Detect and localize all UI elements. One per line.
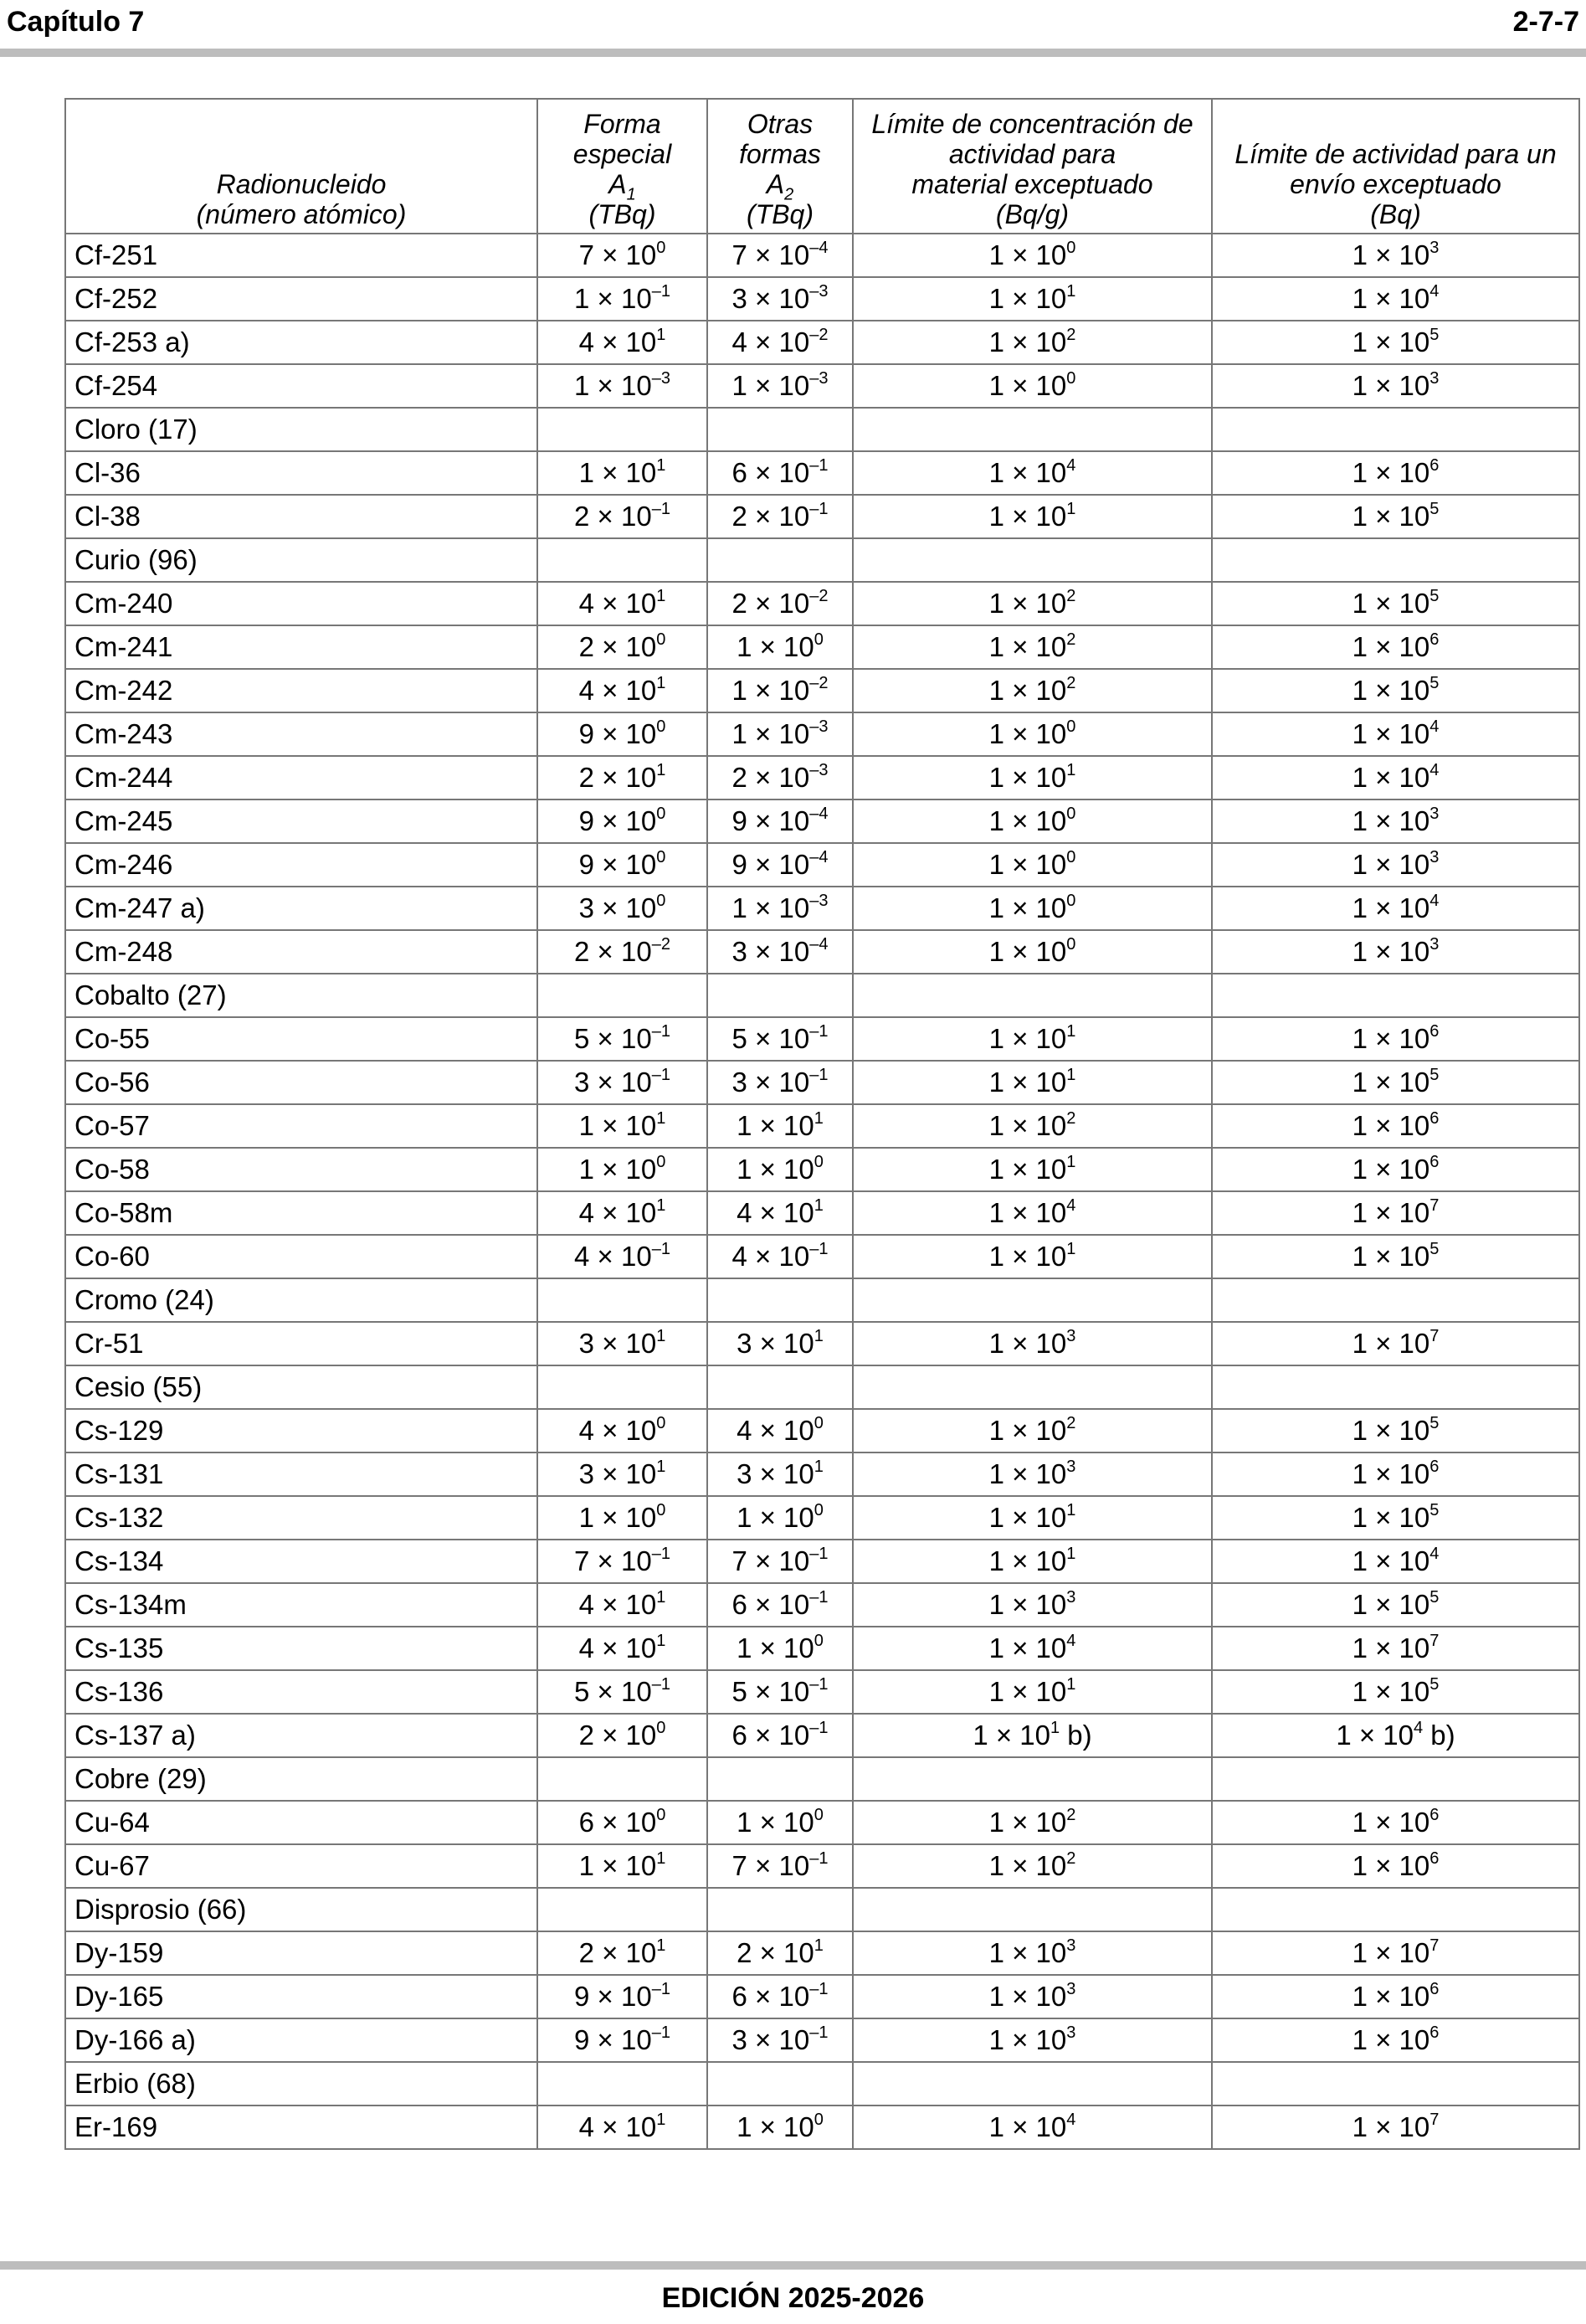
nuclide-name: Cf-251 bbox=[65, 234, 537, 277]
concentration-limit-value: $1 \times 10^4$ bbox=[853, 1627, 1212, 1670]
consignment-limit-value: $1 \times 10^7$ bbox=[1212, 2105, 1579, 2149]
concentration-limit-value: $1 \times 10^1$ bbox=[853, 1540, 1212, 1583]
a2-value: $1 \times 10^1$ bbox=[707, 1104, 853, 1148]
concentration-limit-value: $1 \times 10^0$ bbox=[853, 843, 1212, 887]
consignment-limit-value: $1 \times 10^3$ bbox=[1212, 800, 1579, 843]
a2-value bbox=[707, 408, 853, 451]
nuclide-name: Cf-252 bbox=[65, 277, 537, 321]
consignment-limit-value: $1 \times 10^3$ bbox=[1212, 843, 1579, 887]
element-name: Curio (96) bbox=[65, 538, 537, 582]
a2-value: $7 \times 10^{-1}$ bbox=[707, 1844, 853, 1888]
a1-value: $9 \times 10^0$ bbox=[537, 800, 707, 843]
concentration-limit-value bbox=[853, 974, 1212, 1017]
a1-value: $2 \times 10^1$ bbox=[537, 756, 707, 800]
radionuclide-table bbox=[64, 98, 1580, 2150]
element-name: Cloro (17) bbox=[65, 408, 537, 451]
a2-value: $2 \times 10^{-1}$ bbox=[707, 495, 853, 538]
edition-footer: EDICIÓN 2025-2026 bbox=[661, 2282, 925, 2314]
element-name: Cobre (29) bbox=[65, 1757, 537, 1801]
consignment-limit-value: $1 \times 10^7$ bbox=[1212, 1191, 1579, 1235]
nuclide-name: Cm-247 a) bbox=[65, 887, 537, 930]
table-row bbox=[65, 669, 1579, 712]
a2-value: $9 \times 10^{-4}$ bbox=[707, 800, 853, 843]
consignment-limit-value: $1 \times 10^7$ bbox=[1212, 1627, 1579, 1670]
a1-value: $1 \times 10^0$ bbox=[537, 1496, 707, 1540]
header-nuclide: Radionucleido (número atómico) bbox=[65, 99, 537, 234]
a1-value: $3 \times 10^0$ bbox=[537, 887, 707, 930]
nuclide-name: Cm-246 bbox=[65, 843, 537, 887]
table-row bbox=[65, 1148, 1579, 1191]
consignment-limit-value bbox=[1212, 2062, 1579, 2105]
element-group-row bbox=[65, 1365, 1579, 1409]
table-row bbox=[65, 1104, 1579, 1148]
a1-value bbox=[537, 538, 707, 582]
a1-value: $9 \times 10^{-1}$ bbox=[537, 1975, 707, 2018]
nuclide-name: Dy-159 bbox=[65, 1931, 537, 1975]
consignment-limit-value: $1 \times 10^5$ bbox=[1212, 582, 1579, 625]
consignment-limit-value: $1 \times 10^4$ b) bbox=[1212, 1714, 1579, 1757]
a1-value bbox=[537, 974, 707, 1017]
consignment-limit-value: $1 \times 10^5$ bbox=[1212, 495, 1579, 538]
a1-value: $3 \times 10^{-1}$ bbox=[537, 1061, 707, 1104]
concentration-limit-value: $1 \times 10^4$ bbox=[853, 2105, 1212, 2149]
table-row bbox=[65, 1409, 1579, 1452]
table-row bbox=[65, 1322, 1579, 1365]
a2-value bbox=[707, 1278, 853, 1322]
consignment-limit-value: $1 \times 10^6$ bbox=[1212, 451, 1579, 495]
table-row bbox=[65, 321, 1579, 364]
consignment-limit-value: $1 \times 10^3$ bbox=[1212, 364, 1579, 408]
consignment-limit-value: $1 \times 10^4$ bbox=[1212, 756, 1579, 800]
consignment-limit-value bbox=[1212, 1278, 1579, 1322]
a2-value: $5 \times 10^{-1}$ bbox=[707, 1017, 853, 1061]
a1-value bbox=[537, 1757, 707, 1801]
table-row bbox=[65, 1452, 1579, 1496]
table-row bbox=[65, 1801, 1579, 1844]
table-header-row bbox=[65, 99, 1579, 234]
concentration-limit-value: $1 \times 10^3$ bbox=[853, 2018, 1212, 2062]
element-group-row bbox=[65, 2062, 1579, 2105]
page-header bbox=[7, 0, 1579, 44]
concentration-limit-value bbox=[853, 408, 1212, 451]
a2-value: $4 \times 10^1$ bbox=[707, 1191, 853, 1235]
concentration-limit-value: $1 \times 10^2$ bbox=[853, 625, 1212, 669]
consignment-limit-value: $1 \times 10^4$ bbox=[1212, 887, 1579, 930]
table-row bbox=[65, 1844, 1579, 1888]
a1-value: $2 \times 10^0$ bbox=[537, 625, 707, 669]
a1-value: $5 \times 10^{-1}$ bbox=[537, 1670, 707, 1714]
table-row bbox=[65, 277, 1579, 321]
concentration-limit-value: $1 \times 10^1$ bbox=[853, 277, 1212, 321]
consignment-limit-value: $1 \times 10^3$ bbox=[1212, 930, 1579, 974]
nuclide-name: Cs-135 bbox=[65, 1627, 537, 1670]
a1-value: $7 \times 10^0$ bbox=[537, 234, 707, 277]
table-row bbox=[65, 582, 1579, 625]
concentration-limit-value bbox=[853, 2062, 1212, 2105]
concentration-limit-value: $1 \times 10^2$ bbox=[853, 582, 1212, 625]
table-row bbox=[65, 1670, 1579, 1714]
element-name: Cobalto (27) bbox=[65, 974, 537, 1017]
a2-value: $1 \times 10^{-2}$ bbox=[707, 669, 853, 712]
table-row bbox=[65, 1931, 1579, 1975]
a1-value: $2 \times 10^{-1}$ bbox=[537, 495, 707, 538]
a1-value: $4 \times 10^1$ bbox=[537, 321, 707, 364]
consignment-limit-value: $1 \times 10^6$ bbox=[1212, 1148, 1579, 1191]
nuclide-name: Er-169 bbox=[65, 2105, 537, 2149]
a2-value: $9 \times 10^{-4}$ bbox=[707, 843, 853, 887]
concentration-limit-value: $1 \times 10^0$ bbox=[853, 800, 1212, 843]
consignment-limit-value: $1 \times 10^4$ bbox=[1212, 712, 1579, 756]
a2-value bbox=[707, 538, 853, 582]
consignment-limit-value: $1 \times 10^3$ bbox=[1212, 234, 1579, 277]
a2-value: $2 \times 10^{-2}$ bbox=[707, 582, 853, 625]
nuclide-name: Cs-134m bbox=[65, 1583, 537, 1627]
concentration-limit-value bbox=[853, 1888, 1212, 1931]
consignment-limit-value bbox=[1212, 538, 1579, 582]
a1-value: $2 \times 10^1$ bbox=[537, 1931, 707, 1975]
a2-value: $1 \times 10^0$ bbox=[707, 1627, 853, 1670]
concentration-limit-value: $1 \times 10^1$ bbox=[853, 495, 1212, 538]
a1-value bbox=[537, 1278, 707, 1322]
table-row bbox=[65, 1714, 1579, 1757]
table-row bbox=[65, 1061, 1579, 1104]
nuclide-name: Cl-38 bbox=[65, 495, 537, 538]
a2-value: $1 \times 10^0$ bbox=[707, 1496, 853, 1540]
nuclide-name: Cf-253 a) bbox=[65, 321, 537, 364]
table-row bbox=[65, 2018, 1579, 2062]
a2-value: $3 \times 10^{-1}$ bbox=[707, 2018, 853, 2062]
concentration-limit-value: $1 \times 10^2$ bbox=[853, 1409, 1212, 1452]
a2-value bbox=[707, 2062, 853, 2105]
table-row bbox=[65, 1540, 1579, 1583]
table-row bbox=[65, 364, 1579, 408]
nuclide-name: Cu-67 bbox=[65, 1844, 537, 1888]
concentration-limit-value: $1 \times 10^0$ bbox=[853, 930, 1212, 974]
consignment-limit-value bbox=[1212, 974, 1579, 1017]
nuclide-name: Cm-245 bbox=[65, 800, 537, 843]
consignment-limit-value: $1 \times 10^6$ bbox=[1212, 1104, 1579, 1148]
nuclide-name: Co-60 bbox=[65, 1235, 537, 1278]
chapter-title: Capítulo 7 bbox=[7, 5, 145, 38]
element-name: Cromo (24) bbox=[65, 1278, 537, 1322]
a1-value bbox=[537, 408, 707, 451]
consignment-limit-value: $1 \times 10^6$ bbox=[1212, 625, 1579, 669]
a1-value bbox=[537, 2062, 707, 2105]
nuclide-name: Dy-165 bbox=[65, 1975, 537, 2018]
header-a1: Forma especial $A_1$ (TBq) bbox=[537, 99, 707, 234]
concentration-limit-value: $1 \times 10^4$ bbox=[853, 1191, 1212, 1235]
header-concentration-limit: Límite de concentración de actividad para material exceptuado (Bq/g) bbox=[853, 99, 1212, 234]
consignment-limit-value: $1 \times 10^6$ bbox=[1212, 1017, 1579, 1061]
concentration-limit-value: $1 \times 10^0$ bbox=[853, 712, 1212, 756]
table-row bbox=[65, 1235, 1579, 1278]
table-row bbox=[65, 495, 1579, 538]
a1-value: $1 \times 10^1$ bbox=[537, 1844, 707, 1888]
concentration-limit-value: $1 \times 10^1$ bbox=[853, 1017, 1212, 1061]
element-group-row bbox=[65, 408, 1579, 451]
consignment-limit-value bbox=[1212, 408, 1579, 451]
nuclide-name: Cs-129 bbox=[65, 1409, 537, 1452]
a2-value: $2 \times 10^1$ bbox=[707, 1931, 853, 1975]
consignment-limit-value: $1 \times 10^5$ bbox=[1212, 1583, 1579, 1627]
nuclide-name: Co-58m bbox=[65, 1191, 537, 1235]
nuclide-name: Cm-243 bbox=[65, 712, 537, 756]
concentration-limit-value: $1 \times 10^1$ bbox=[853, 1496, 1212, 1540]
element-name: Cesio (55) bbox=[65, 1365, 537, 1409]
nuclide-name: Co-57 bbox=[65, 1104, 537, 1148]
a1-value: $1 \times 10^{-1}$ bbox=[537, 277, 707, 321]
concentration-limit-value: $1 \times 10^1$ b) bbox=[853, 1714, 1212, 1757]
a1-value: $4 \times 10^1$ bbox=[537, 2105, 707, 2149]
element-group-row bbox=[65, 1757, 1579, 1801]
table-row bbox=[65, 712, 1579, 756]
nuclide-name: Cm-248 bbox=[65, 930, 537, 974]
concentration-limit-value bbox=[853, 1365, 1212, 1409]
a1-value: $4 \times 10^0$ bbox=[537, 1409, 707, 1452]
a1-value: $3 \times 10^1$ bbox=[537, 1322, 707, 1365]
a1-value: $1 \times 10^1$ bbox=[537, 1104, 707, 1148]
a1-value: $6 \times 10^0$ bbox=[537, 1801, 707, 1844]
table-row bbox=[65, 887, 1579, 930]
concentration-limit-value: $1 \times 10^2$ bbox=[853, 1104, 1212, 1148]
a1-value: $2 \times 10^0$ bbox=[537, 1714, 707, 1757]
a2-value: $5 \times 10^{-1}$ bbox=[707, 1670, 853, 1714]
nuclide-name: Cm-242 bbox=[65, 669, 537, 712]
nuclide-name: Co-56 bbox=[65, 1061, 537, 1104]
a2-value: $1 \times 10^{-3}$ bbox=[707, 887, 853, 930]
concentration-limit-value: $1 \times 10^4$ bbox=[853, 451, 1212, 495]
consignment-limit-value: $1 \times 10^7$ bbox=[1212, 1931, 1579, 1975]
concentration-limit-value: $1 \times 10^1$ bbox=[853, 1148, 1212, 1191]
consignment-limit-value: $1 \times 10^4$ bbox=[1212, 277, 1579, 321]
table-row bbox=[65, 756, 1579, 800]
table-row bbox=[65, 1017, 1579, 1061]
a2-value: $3 \times 10^1$ bbox=[707, 1322, 853, 1365]
element-name: Erbio (68) bbox=[65, 2062, 537, 2105]
concentration-limit-value: $1 \times 10^0$ bbox=[853, 234, 1212, 277]
concentration-limit-value: $1 \times 10^1$ bbox=[853, 1235, 1212, 1278]
concentration-limit-value: $1 \times 10^2$ bbox=[853, 1844, 1212, 1888]
table-row bbox=[65, 2105, 1579, 2149]
a1-value: $1 \times 10^0$ bbox=[537, 1148, 707, 1191]
nuclide-name: Cm-244 bbox=[65, 756, 537, 800]
a2-value: $1 \times 10^0$ bbox=[707, 625, 853, 669]
concentration-limit-value: $1 \times 10^3$ bbox=[853, 1583, 1212, 1627]
a1-value: $1 \times 10^1$ bbox=[537, 451, 707, 495]
header-a2: Otras formas $A_2$ (TBq) bbox=[707, 99, 853, 234]
consignment-limit-value: $1 \times 10^6$ bbox=[1212, 1975, 1579, 2018]
concentration-limit-value: $1 \times 10^3$ bbox=[853, 1975, 1212, 2018]
a2-value: $7 \times 10^{-1}$ bbox=[707, 1540, 853, 1583]
a2-value: $6 \times 10^{-1}$ bbox=[707, 1714, 853, 1757]
table-row bbox=[65, 843, 1579, 887]
concentration-limit-value: $1 \times 10^1$ bbox=[853, 1061, 1212, 1104]
consignment-limit-value: $1 \times 10^5$ bbox=[1212, 1496, 1579, 1540]
a1-value: $4 \times 10^{-1}$ bbox=[537, 1235, 707, 1278]
concentration-limit-value: $1 \times 10^3$ bbox=[853, 1322, 1212, 1365]
a2-value: $3 \times 10^{-1}$ bbox=[707, 1061, 853, 1104]
a1-value: $7 \times 10^{-1}$ bbox=[537, 1540, 707, 1583]
page-number: 2-7-7 bbox=[1512, 5, 1579, 38]
concentration-limit-value: $1 \times 10^0$ bbox=[853, 364, 1212, 408]
nuclide-name: Co-58 bbox=[65, 1148, 537, 1191]
nuclide-name: Cl-36 bbox=[65, 451, 537, 495]
header-rule bbox=[0, 49, 1586, 57]
a2-value: $1 \times 10^{-3}$ bbox=[707, 364, 853, 408]
a2-value: $1 \times 10^0$ bbox=[707, 1801, 853, 1844]
a1-value: $5 \times 10^{-1}$ bbox=[537, 1017, 707, 1061]
a1-value: $9 \times 10^0$ bbox=[537, 843, 707, 887]
element-group-row bbox=[65, 1278, 1579, 1322]
a2-value bbox=[707, 1757, 853, 1801]
a1-value: $3 \times 10^1$ bbox=[537, 1452, 707, 1496]
a1-value: $9 \times 10^{-1}$ bbox=[537, 2018, 707, 2062]
a2-value: $6 \times 10^{-1}$ bbox=[707, 1975, 853, 2018]
consignment-limit-value: $1 \times 10^4$ bbox=[1212, 1540, 1579, 1583]
table-row bbox=[65, 800, 1579, 843]
a2-value bbox=[707, 1365, 853, 1409]
consignment-limit-value: $1 \times 10^5$ bbox=[1212, 321, 1579, 364]
concentration-limit-value bbox=[853, 538, 1212, 582]
a1-value: $4 \times 10^1$ bbox=[537, 1627, 707, 1670]
concentration-limit-value bbox=[853, 1757, 1212, 1801]
concentration-limit-value: $1 \times 10^1$ bbox=[853, 1670, 1212, 1714]
concentration-limit-value bbox=[853, 1278, 1212, 1322]
a1-value: $2 \times 10^{-2}$ bbox=[537, 930, 707, 974]
table-row bbox=[65, 451, 1579, 495]
a2-value: $2 \times 10^{-3}$ bbox=[707, 756, 853, 800]
element-group-row bbox=[65, 974, 1579, 1017]
a2-value: $3 \times 10^{-4}$ bbox=[707, 930, 853, 974]
consignment-limit-value: $1 \times 10^5$ bbox=[1212, 1235, 1579, 1278]
a2-value bbox=[707, 974, 853, 1017]
a1-value: $4 \times 10^1$ bbox=[537, 1191, 707, 1235]
concentration-limit-value: $1 \times 10^2$ bbox=[853, 1801, 1212, 1844]
a1-value bbox=[537, 1365, 707, 1409]
consignment-limit-value: $1 \times 10^5$ bbox=[1212, 1409, 1579, 1452]
consignment-limit-value: $1 \times 10^7$ bbox=[1212, 1322, 1579, 1365]
consignment-limit-value: $1 \times 10^5$ bbox=[1212, 669, 1579, 712]
table-body bbox=[65, 234, 1579, 2149]
nuclide-name: Cs-136 bbox=[65, 1670, 537, 1714]
consignment-limit-value: $1 \times 10^5$ bbox=[1212, 1061, 1579, 1104]
table-row bbox=[65, 1191, 1579, 1235]
nuclide-name: Cu-64 bbox=[65, 1801, 537, 1844]
nuclide-name: Cs-132 bbox=[65, 1496, 537, 1540]
consignment-limit-value bbox=[1212, 1888, 1579, 1931]
a2-value: $1 \times 10^{-3}$ bbox=[707, 712, 853, 756]
concentration-limit-value: $1 \times 10^2$ bbox=[853, 669, 1212, 712]
a1-value: $4 \times 10^1$ bbox=[537, 669, 707, 712]
nuclide-name: Cf-254 bbox=[65, 364, 537, 408]
consignment-limit-value bbox=[1212, 1365, 1579, 1409]
consignment-limit-value: $1 \times 10^6$ bbox=[1212, 1452, 1579, 1496]
concentration-limit-value: $1 \times 10^3$ bbox=[853, 1931, 1212, 1975]
table-row bbox=[65, 930, 1579, 974]
a1-value: $9 \times 10^0$ bbox=[537, 712, 707, 756]
nuclide-name: Cs-134 bbox=[65, 1540, 537, 1583]
element-group-row bbox=[65, 1888, 1579, 1931]
nuclide-name: Cm-241 bbox=[65, 625, 537, 669]
nuclide-name: Cs-137 a) bbox=[65, 1714, 537, 1757]
table-row bbox=[65, 625, 1579, 669]
element-group-row bbox=[65, 538, 1579, 582]
a1-value: $4 \times 10^1$ bbox=[537, 1583, 707, 1627]
nuclide-name: Cm-240 bbox=[65, 582, 537, 625]
a2-value: $4 \times 10^{-1}$ bbox=[707, 1235, 853, 1278]
consignment-limit-value: $1 \times 10^6$ bbox=[1212, 2018, 1579, 2062]
concentration-limit-value: $1 \times 10^2$ bbox=[853, 321, 1212, 364]
nuclide-name: Cr-51 bbox=[65, 1322, 537, 1365]
table-row bbox=[65, 1496, 1579, 1540]
concentration-limit-value: $1 \times 10^0$ bbox=[853, 887, 1212, 930]
a2-value: $4 \times 10^0$ bbox=[707, 1409, 853, 1452]
a2-value: $6 \times 10^{-1}$ bbox=[707, 1583, 853, 1627]
a2-value: $6 \times 10^{-1}$ bbox=[707, 451, 853, 495]
a1-value bbox=[537, 1888, 707, 1931]
a2-value: $7 \times 10^{-4}$ bbox=[707, 234, 853, 277]
table-row bbox=[65, 234, 1579, 277]
nuclide-name: Cs-131 bbox=[65, 1452, 537, 1496]
a2-value: $1 \times 10^0$ bbox=[707, 2105, 853, 2149]
footer-rule bbox=[0, 2261, 1586, 2270]
element-name: Disprosio (66) bbox=[65, 1888, 537, 1931]
table-row bbox=[65, 1583, 1579, 1627]
a1-value: $1 \times 10^{-3}$ bbox=[537, 364, 707, 408]
table-row bbox=[65, 1627, 1579, 1670]
concentration-limit-value: $1 \times 10^1$ bbox=[853, 756, 1212, 800]
consignment-limit-value: $1 \times 10^5$ bbox=[1212, 1670, 1579, 1714]
consignment-limit-value bbox=[1212, 1757, 1579, 1801]
nuclide-name: Dy-166 a) bbox=[65, 2018, 537, 2062]
header-consignment-limit: Límite de actividad para un envío exceptuado (Bq) bbox=[1212, 99, 1579, 234]
a2-value: $1 \times 10^0$ bbox=[707, 1148, 853, 1191]
concentration-limit-value: $1 \times 10^3$ bbox=[853, 1452, 1212, 1496]
a2-value: $3 \times 10^{-3}$ bbox=[707, 277, 853, 321]
a1-value: $4 \times 10^1$ bbox=[537, 582, 707, 625]
a2-value: $3 \times 10^1$ bbox=[707, 1452, 853, 1496]
consignment-limit-value: $1 \times 10^6$ bbox=[1212, 1801, 1579, 1844]
nuclide-name: Co-55 bbox=[65, 1017, 537, 1061]
a2-value bbox=[707, 1888, 853, 1931]
a2-value: $4 \times 10^{-2}$ bbox=[707, 321, 853, 364]
table-row bbox=[65, 1975, 1579, 2018]
consignment-limit-value: $1 \times 10^6$ bbox=[1212, 1844, 1579, 1888]
